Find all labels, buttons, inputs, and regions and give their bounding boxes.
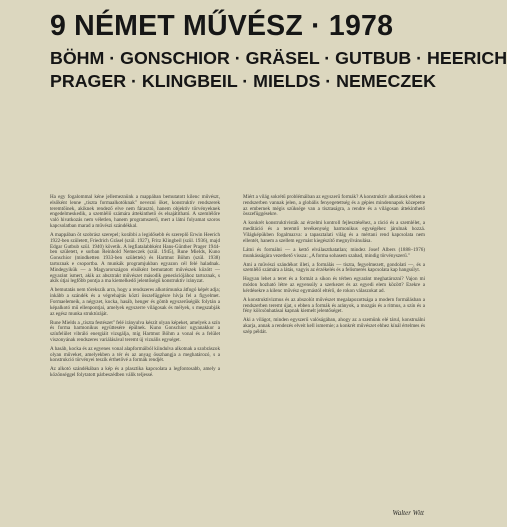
left-text-column xyxy=(50,195,220,382)
paragraph: Ha egy fogalommal kéne jellemeznünk a mappában bemutatott kilenc művészt, elsőként lenne „tiszta formaalkotóknak" nevezni őket, konstruktív rendszerek teremtőinek, akiknek rendező elve nem fárasztó, hanem objektív törvényeknek engedelmeskedik, a szemlélő számára áttekinthető és elsajátítható. A szemlélőre való hivatkozás nem véletlen, hanem programszerű, mert a látni folyamat szoros kapcsolatban marad a művészi szándékkal. xyxy=(50,194,220,229)
paragraph: Hogyan lehet a teret és a formát a síkon és térben egyaránt meghatározni? Vajon mi módon hozható létre az egyensúly a szerkezet és az egyedi elem között? Ezekre a kérdésekre a kilenc művész egymástól eltérő, de rokon válaszokat ad. xyxy=(243,276,425,294)
author-credit: Walter Witt xyxy=(392,509,424,517)
paragraph: A konstruktivizmus és az abszolút művészet megalapozottsága a modern formálásban a rendszerben teremt újat, s ebben a formák és arányok, a mozgás és a ritmus, a szín és a fény kölcsönhatásai kapnak kiemelt jelentőséget. xyxy=(243,296,425,315)
paragraph: Miért a világ sokrétű problémáiban az egyszerű formák? A konstruktív alkotások ebben a rendszerben vannak jelen, a globális fenyegetettség és a gépies mindennapok közepette az embernek mégis szüksége van a tisztaságra, a rendre és a világosan áttekinthető összefüggésekre. xyxy=(243,194,425,218)
paragraph: Aki a világot, minden egyszerű valóságában, ahogy az a szemünk elé tárul, konstruálni akarja, annak a rendezés elveit kell ismernie; a konkrét művészet ehhez kínál értelmes és szép példát. xyxy=(243,317,425,336)
paragraph: A bemutatás nem törekszik arra, hogy a rendszeres alkotómunka átfogó képét adja; inkább a szándék és a végrehajtás közti összefüggésre hívja fel a figyelmet. Formaelemeik, a négyzet, kocka, hasáb, henger és gömb egyszerűségük folytán a képalkotó mű ellenpontjai, amelyek egyszerre világosak és mélyek, s megszabják az egész munka struktúráját. xyxy=(50,287,220,317)
right-text-column xyxy=(243,195,425,339)
paragraph: A hasáb, kocka és az egyenes vonal alapformáiból kiindulva alkotnak a szobrászok olyan műveket, amelyekben a tér és az anyag összhangja a meghatározó, s a konstrukció törvényei teszik érthetővé a formák rendjét. xyxy=(50,345,220,364)
header xyxy=(50,8,507,93)
artist-names-line-2: PRAGER · KLINGBEIL · MIELDS · NEMECZEK xyxy=(50,71,436,91)
paragraph: Az alkotó szándékában a kép és a plasztika kapcsolata a legfontosabb, amely a közönséggel folytatott párbeszédben válik teljessé. xyxy=(50,366,220,379)
paragraph: Ami a művészi szándékot illeti, a formálás — tiszta, fegyelmezett, gondolati —, és a szemlélő számára a látás, vagyis az érzékelés és a felismerés kapcsolata kap hangsúlyt. xyxy=(243,261,425,274)
paragraph: Rune Mields a „tiszta festészet" felé irányulva készít olyan képeket, amelyek a szín és forma harmonikus együttesére épülnek. Kuno Gonschior ugyanakkor a színfelület vibráló energiáit vizsgálja, míg Hartmut Böhm a vonal és a felület viszonyának rendszeres variálásával teremt új vizuális egységet. xyxy=(50,319,220,343)
paragraph: A mappában öt szobrász szerepel; korábbi a legidősebb és szereplő Erwin Heerich 1922-ben született, Friedrich Gräsel (szül. 1927), Fritz Klingbeil (szül. 1936), majd Edgar Gutbub szül. 1940) követik. A legfiatalabbként Hans-Günther Prager 1944-ben született, e sorban Reinhold Nemeczek (szül. 1945), Rune Mields, Kuno Gonschior (mindketten 1933-ben születtek) és Hartmut Böhm (szül. 1938) tartoznak e csoportba. A munkák programjukban egyazon cél felé haladnak. Mindegyikük — a Magyarországon elsőként bemutatott művészek között — egyaránt ismert, akik az absztrakt művészet második generációjához tartoznak, s akik útjai legfőbb pontja a ma kiemelkedő jelentőségű konstruktív irányzat. xyxy=(50,231,220,285)
page-title: 9 NÉMET MŰVÉSZ · 1978 xyxy=(50,10,394,42)
paragraph: A konkrét konstruktivisták az érzelmi kontroll fejlesztéséhez, a ráció és a szemlélet, a meditáció és a teremtő tevékenység harmonikus egységéhez járulnak hozzá. Világképükben fogalmazva: a tapasztalati világ és a mértani rend kapcsolata nem ellentét, hanem a szellem egymást kiegészítő megnyilvánulása. xyxy=(243,220,425,244)
paragraph: Látni és formálni — a kettő elválaszthatatlan; mindez Josef Albers (1888–1976) munkásságára vezethető vissza: „A forma sohasem szabad, mindig törvényszerű." xyxy=(243,246,425,259)
artist-names-line-1: BÖHM · GONSCHIOR · GRÄSEL · GUTBUB · HEERICH xyxy=(50,48,507,68)
